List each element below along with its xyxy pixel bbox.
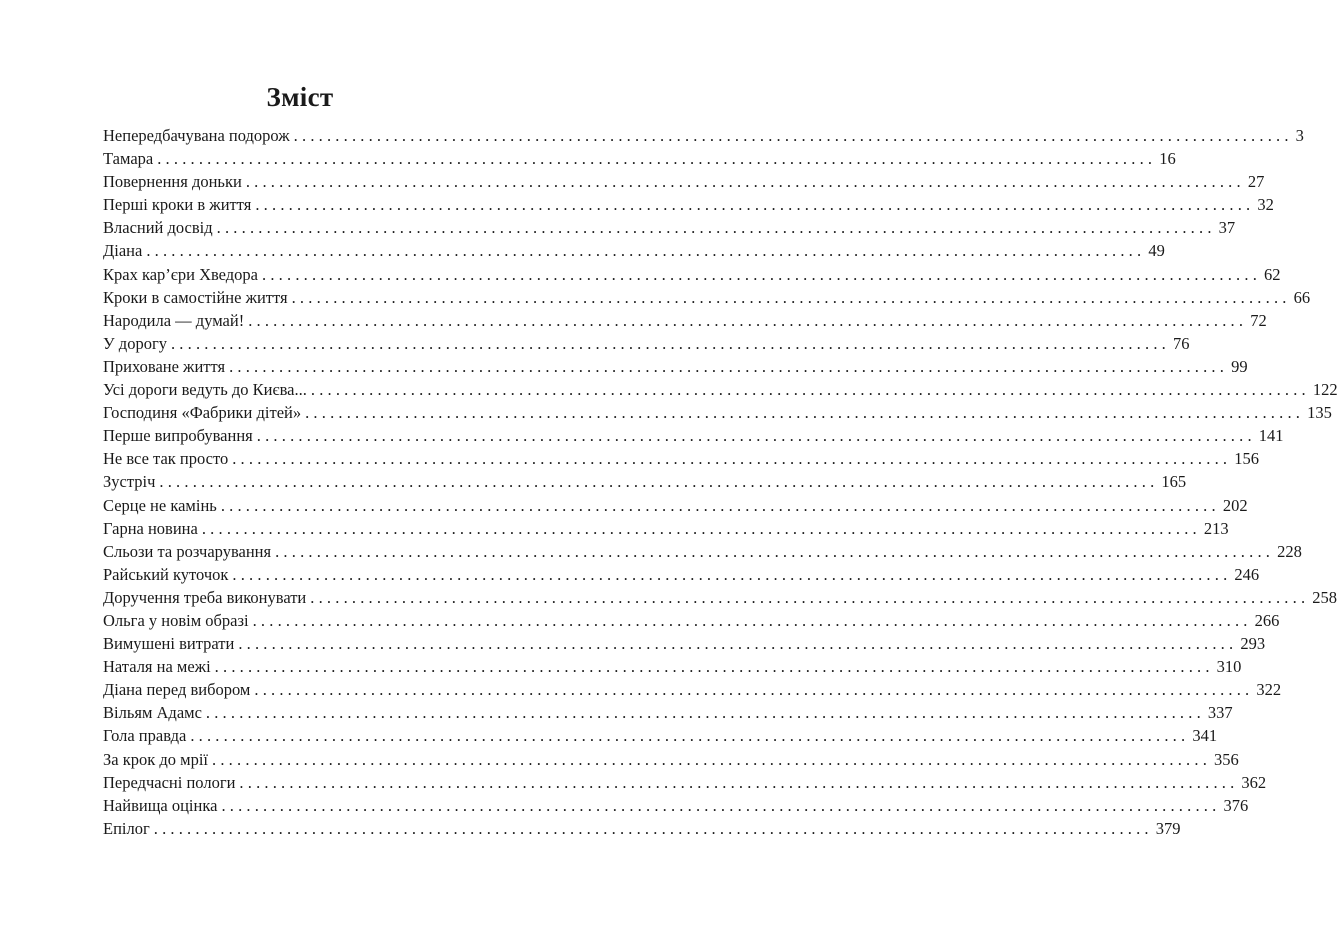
toc-entry-title: Діана [103,241,143,261]
dot-leader: ........................................................................................................................ [254,680,1254,700]
toc-entry-page-number: 266 [1254,610,1280,630]
dot-leader: ........................................................................................................................ [239,772,1239,792]
toc-entry [103,540,1302,563]
dot-leader: ........................................................................................................................ [220,495,1220,515]
toc-entry [103,170,1265,193]
dot-leader: ........................................................................................................................ [212,749,1212,769]
dot-leader: ........................................................................................................................ [245,172,1245,192]
toc-entry-title: Серце не камінь [103,495,217,515]
toc-entry-page-number: 99 [1231,356,1248,376]
toc-entry [103,817,1181,840]
toc-entry [103,147,1176,170]
table-of-contents [103,124,1338,840]
dot-leader: ........................................................................................................................ [256,426,1256,446]
dot-leader: ........................................................................................................................ [159,472,1159,492]
toc-entry-page-number: 37 [1218,218,1236,238]
toc-entry-title: Народила — думай! [103,310,245,330]
dot-leader: ........................................................................................................................ [255,195,1255,215]
toc-entry [103,332,1190,355]
toc-entry-page-number: 258 [1312,587,1338,607]
toc-entry-title: Вимушені витрати [103,634,235,654]
toc-entry-page-number: 141 [1258,426,1284,446]
toc-entry-page-number: 356 [1214,749,1239,769]
toc-entry-title: Гола правда [103,726,187,746]
toc-entry-page-number: 62 [1264,264,1281,284]
toc-entry-page-number: 165 [1161,472,1187,492]
toc-entry-title: Зустріч [103,472,156,492]
toc-entry [103,563,1260,586]
toc-entry-title: Не все так просто [103,449,229,469]
toc-entry-page-number: 379 [1155,818,1181,838]
toc-entry-title: Крах кар’єри Хведора [103,264,259,284]
toc-entry [103,586,1338,609]
toc-entry [103,124,1304,147]
toc-entry-page-number: 122 [1312,380,1338,400]
toc-entry-title: Епілог [103,818,150,838]
toc-entry-title: Ольга у новім образі [103,610,249,630]
toc-entry [103,724,1218,747]
dot-leader: ........................................................................................................................ [252,610,1252,630]
toc-entry [103,632,1266,655]
dot-leader: ........................................................................................................................ [291,287,1291,307]
toc-entry-title: Перше випробування [103,426,253,446]
page-title: Зміст [266,82,334,112]
dot-leader: ........................................................................................................................ [262,264,1262,284]
dot-leader: ........................................................................................................................ [305,403,1305,423]
toc-entry-page-number: 76 [1172,333,1190,353]
toc-entry [103,239,1165,262]
toc-entry [103,263,1281,286]
toc-entry-page-number: 66 [1293,287,1311,307]
toc-entry-title: За крок до мрії [103,749,209,769]
dot-leader: ........................................................................................................................ [153,818,1153,838]
dot-leader: ........................................................................................................................ [216,218,1216,238]
toc-entry-title: Райський куточок [103,564,229,584]
toc-entry [103,748,1239,771]
dot-leader: ........................................................................................................................ [205,703,1205,723]
toc-entry-title: Діана перед вибором [103,680,251,700]
toc-entry [103,794,1249,817]
dot-leader: ........................................................................................................................ [232,449,1232,469]
toc-entry [103,701,1233,724]
toc-entry-title: Гарна новина [103,518,198,538]
toc-entry-page-number: 135 [1307,403,1332,423]
dot-leader: ........................................................................................................................ [293,126,1293,145]
toc-entry-title: Непередбачувана подорож [103,126,290,145]
toc-entry-title: Усі дороги ведуть до Києва... [103,380,307,400]
toc-entry-title: Кроки в самостійне життя [103,287,288,307]
toc-entry-page-number: 3 [1295,126,1304,145]
toc-entry [103,771,1267,794]
toc-entry-title: Приховане життя [103,356,226,376]
toc-entry [103,447,1259,470]
toc-entry-page-number: 310 [1216,657,1242,677]
toc-entry-page-number: 27 [1247,172,1265,192]
dot-leader: ........................................................................................................................ [310,380,1310,400]
toc-entry-title: Найвища оцінка [103,795,218,815]
toc-entry-page-number: 16 [1159,149,1176,169]
toc-entry-title: Наталя на межі [103,657,211,677]
toc-entry [103,401,1332,424]
toc-entry-title: Власний досвід [103,218,213,238]
toc-entry-title: Передчасні пологи [103,772,236,792]
dot-leader: ........................................................................................................................ [238,634,1238,654]
toc-entry-title: Тамара [103,149,154,169]
toc-entry-page-number: 337 [1207,703,1233,723]
toc-entry-page-number: 322 [1256,680,1282,700]
toc-entry-title: Вільям Адамс [103,703,202,723]
toc-entry [103,655,1242,678]
toc-entry-page-number: 376 [1223,795,1249,815]
toc-entry-page-number: 246 [1234,564,1260,584]
toc-entry [103,286,1311,309]
toc-entry-page-number: 362 [1241,772,1267,792]
toc-entry [103,309,1267,332]
dot-leader: ........................................................................................................................ [190,726,1190,746]
toc-entry [103,355,1248,378]
toc-entry [103,424,1284,447]
toc-entry [103,193,1274,216]
dot-leader: ........................................................................................................................ [146,241,1146,261]
toc-entry [103,517,1229,540]
toc-entry-page-number: 341 [1192,726,1218,746]
toc-entry [103,378,1338,401]
dot-leader: ........................................................................................................................ [229,356,1229,376]
toc-entry-page-number: 228 [1277,541,1302,561]
toc-entry-page-number: 213 [1203,518,1229,538]
toc-entry-title: Повернення доньки [103,172,242,192]
toc-entry [103,470,1187,493]
toc-entry-title: Господиня «Фабрики дітей» [103,403,302,423]
toc-entry-page-number: 72 [1250,310,1267,330]
toc-entry-title: Перші кроки в життя [103,195,252,215]
dot-leader: ........................................................................................................................ [214,657,1214,677]
toc-entry-title: Сльози та розчарування [103,541,272,561]
toc-entry-page-number: 202 [1222,495,1248,515]
toc-entry-page-number: 156 [1234,449,1259,469]
toc-entry-title: Доручення треба виконувати [103,587,307,607]
toc-entry-title: У дорогу [103,333,167,353]
dot-leader: ........................................................................................................................ [232,564,1232,584]
dot-leader: ........................................................................................................................ [310,587,1310,607]
toc-entry [103,678,1282,701]
dot-leader: ........................................................................................................................ [221,795,1221,815]
dot-leader: ........................................................................................................................ [157,149,1157,169]
dot-leader: ........................................................................................................................ [201,518,1201,538]
toc-entry [103,609,1280,632]
dot-leader: ........................................................................................................................ [248,310,1248,330]
dot-leader: ........................................................................................................................ [170,333,1170,353]
toc-entry [103,216,1236,239]
dot-leader: ........................................................................................................................ [275,541,1275,561]
toc-entry-page-number: 49 [1148,241,1165,261]
toc-entry [103,494,1248,517]
toc-entry-page-number: 32 [1257,195,1274,215]
toc-entry-page-number: 293 [1240,634,1266,654]
